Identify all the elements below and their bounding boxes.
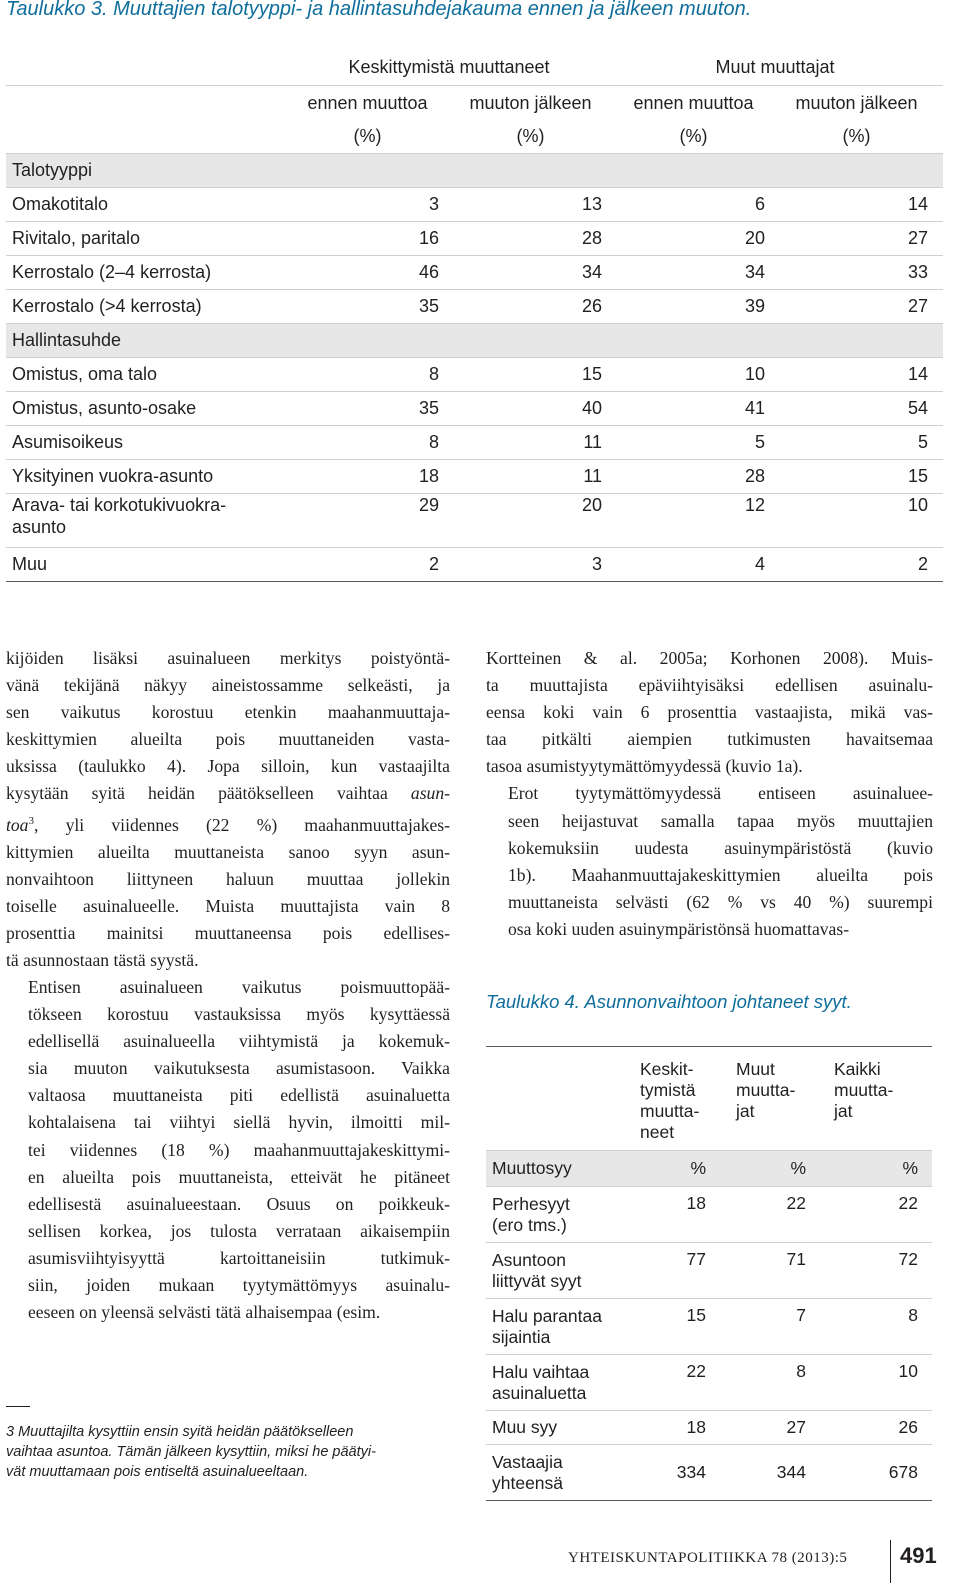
col-header-concentration (634, 1059, 730, 1143)
cell-value: 7 (796, 1305, 806, 1325)
row-label (6, 228, 286, 249)
row-label (486, 1250, 634, 1292)
paragraph (486, 645, 933, 780)
text-line: kokemuksiin uudesta asuinympäristöstä (kuvio (508, 837, 933, 858)
table-row (6, 548, 943, 582)
cell-value: 5 (754, 432, 765, 452)
cell-value: 46 (418, 262, 439, 282)
cell-value: 15 (581, 364, 602, 384)
text-line: kijöiden lisäksi asuinalueen merkitys poistyöntä- (6, 648, 450, 668)
cell-value: 10 (898, 1361, 918, 1381)
text-line: seen heijastuvat samalla tapaa myös muuttajien (508, 810, 933, 831)
row-label (486, 1362, 634, 1404)
cell-value: 2 (428, 554, 439, 574)
text-line: ta muuttajista epäviihtyisäksi edellisen asuinalu- (486, 675, 933, 696)
table4 (486, 1046, 932, 1501)
table3 (6, 50, 943, 582)
row-label (486, 1306, 634, 1348)
text-line: kysytään syitä heidän päätökselleen vaihtaa asun- (6, 783, 450, 804)
subheader: ennen muuttoa (633, 92, 754, 113)
text-line: sellisen korkea, jos tulosta verrataan aikaisempiin (28, 1220, 450, 1241)
row-label (6, 296, 286, 317)
table4-caption: Taulukko 4. Asunnonvaihtoon johtaneet syyt. (486, 991, 852, 1012)
text-line: tasoa asumistyytymättömyydessä (kuvio 1a). (486, 756, 803, 777)
row-label-line: Halu vaihtaa (492, 1361, 590, 1382)
table3-group-header-row (6, 50, 943, 86)
table3-section-row (6, 324, 943, 358)
unit-label: % (790, 1158, 806, 1178)
paragraph (6, 645, 450, 974)
text-line: taa pitkälti aiempien tutkimusten havaitsemaa (486, 729, 933, 750)
col-header-line: Muut (736, 1059, 775, 1079)
subheader: ennen muuttoa (307, 92, 428, 113)
text-line: en alueilta pois muuttaneista, etteivät he pitäneet (28, 1166, 450, 1187)
text-line: sen vaikutus korostuu etenkin maahanmuuttaja- (6, 702, 450, 723)
text-line: Kortteinen & al. 2005a; Korhonen 2008). Muis- (486, 648, 933, 668)
row-label-line: Arava- tai korkotukivuokra- (12, 495, 227, 515)
row-label-line: liittyvät syyt (492, 1270, 582, 1291)
cell-value: 16 (418, 228, 439, 248)
cell-value: 22 (786, 1193, 806, 1213)
row-label (6, 554, 286, 575)
cell-value: 3 (591, 554, 602, 574)
cell-value: 13 (581, 194, 602, 214)
section-title: Muuttosyy (492, 1158, 572, 1178)
footnote-line: vaihtaa asuntoa. Tämän jälkeen kysyttiin, miksi he päätyi- (6, 1444, 376, 1460)
row-label-line: Omistus, oma talo (12, 364, 158, 384)
table-row (6, 222, 943, 256)
table3-sub-header-row (6, 86, 943, 120)
text-line: vänä tekijänä näkyy aineistossamme selkeästi, ja (6, 675, 450, 696)
cell-value: 77 (686, 1249, 706, 1269)
cell-value: 28 (744, 466, 765, 486)
unit-label: (%) (353, 126, 382, 146)
subheader: muuton jälkeen (795, 92, 918, 113)
cell-value: 6 (754, 194, 765, 214)
table-row (6, 494, 943, 548)
paragraph (6, 974, 450, 1326)
cell-value: 10 (744, 364, 765, 384)
text-line: 1b). Maahanmuuttajakeskittymien alueilta pois (508, 864, 933, 885)
cell-value: 18 (686, 1193, 706, 1213)
col-header-line: Keskit- (640, 1059, 694, 1079)
text-line: toiselle asuinalueelle. Muista muuttajista vain 8 (6, 895, 450, 916)
cell-value: 11 (583, 432, 602, 452)
group-header-others: Muut muuttajat (715, 57, 835, 77)
unit-label: (%) (679, 126, 708, 146)
row-label (6, 398, 286, 419)
footer-divider (890, 1540, 891, 1583)
cell-value: 2 (917, 554, 928, 574)
cell-value: 40 (581, 398, 602, 418)
row-label-line: Vastaajia (492, 1451, 563, 1472)
table3-caption: Taulukko 3. Muuttajien talotyyppi- ja hallintasuhdejakauma ennen ja jälkeen muuton. (6, 0, 752, 20)
table-row (6, 358, 943, 392)
cell-value: 33 (907, 262, 928, 282)
text-line: tökseen korostuu vastauksissa myös kysyttäessä (28, 1004, 450, 1025)
cell-value: 15 (907, 466, 928, 486)
unit-label: (%) (516, 126, 545, 146)
col-header-line: neet (640, 1122, 675, 1142)
table3-units-row (6, 120, 943, 154)
table-row (486, 1445, 932, 1501)
text-line: Entisen asuinalueen vaikutus poismuuttopää- (28, 976, 450, 997)
text-line: nonvaihtoon liittyneen haluun muuttaa jollekin (6, 868, 450, 889)
row-label-line: Muu syy (492, 1417, 558, 1437)
left-text-column (6, 645, 450, 1326)
row-label-line: (ero tms.) (492, 1214, 567, 1235)
row-label (6, 466, 286, 487)
cell-value: 3 (428, 194, 439, 214)
row-label-line: Perhesyyt (492, 1193, 570, 1214)
text-line: eeseen on yleensä selvästi tätä alhaisempaa (esim. (28, 1302, 381, 1323)
cell-value: 4 (754, 554, 765, 574)
cell-value: 10 (907, 495, 928, 515)
cell-value: 334 (676, 1462, 706, 1482)
text-line: asumisviihtyisyyttä kartoittaneisiin tutkimuk- (28, 1247, 450, 1268)
text-line: kittymien alueilta muuttaneista sanoo syyn asun- (6, 841, 450, 862)
table-row (6, 256, 943, 290)
cell-value: 678 (888, 1462, 918, 1482)
text-line: uksissa (taulukko 4). Jopa silloin, kun vastaajilta (6, 756, 450, 777)
cell-value: 12 (744, 495, 765, 515)
cell-value: 18 (418, 466, 439, 486)
cell-value: 8 (908, 1305, 918, 1325)
cell-value: 344 (776, 1462, 806, 1482)
cell-value: 72 (898, 1249, 918, 1269)
row-label (6, 194, 286, 215)
row-label-line: Halu parantaa (492, 1305, 602, 1326)
footnote (6, 1422, 456, 1482)
cell-value: 27 (786, 1417, 806, 1437)
cell-value: 27 (907, 296, 928, 316)
col-header-others (730, 1059, 828, 1122)
text-line: tei viidennes (18 %) maahanmuuttajakeskittymi- (28, 1139, 450, 1160)
row-label (6, 494, 286, 538)
cell-value: 8 (428, 432, 439, 452)
row-label-line: Omakotitalo (12, 194, 109, 214)
cell-value: 5 (917, 432, 928, 452)
table-row (6, 392, 943, 426)
text-line: toa$^3$, yli viidennes (22 %) maahanmuuttajakes- (6, 814, 450, 835)
text-line: siin, joiden mukaan tyytymättömyys asuinalu- (28, 1275, 450, 1296)
table-row (486, 1243, 932, 1299)
cell-value: 14 (907, 194, 928, 214)
row-label-line: yhteensä (492, 1472, 564, 1493)
row-label-line: Yksityinen vuokra-asunto (12, 466, 214, 486)
text-line: Erot tyytymättömyydessä entiseen asuinaluee- (508, 783, 933, 804)
cell-value: 20 (744, 228, 765, 248)
col-header-line: muutta- (834, 1080, 894, 1100)
row-label-line: Rivitalo, paritalo (12, 228, 141, 248)
col-header-line: Kaikki (834, 1059, 881, 1079)
unit-label: (%) (842, 126, 871, 146)
running-footer: YHTEISKUNTAPOLITIIKKA 78 (2013):5 (568, 1550, 848, 1566)
cell-value: 41 (744, 398, 765, 418)
row-label (6, 364, 286, 385)
text-line: edellisestä asuinalueestaan. Osuus on poikkeuk- (28, 1193, 450, 1214)
row-label (486, 1452, 634, 1494)
row-label-line: sijaintia (492, 1326, 551, 1347)
row-label-line: Kerrostalo (>4 kerrosta) (12, 296, 202, 316)
row-label (6, 432, 286, 453)
cell-value: 39 (744, 296, 765, 316)
cell-value: 28 (581, 228, 602, 248)
cell-value: 14 (907, 364, 928, 384)
row-label-line: asuinaluetta (492, 1382, 587, 1403)
row-label-line: Kerrostalo (2–4 kerrosta) (12, 262, 212, 282)
text-line: sia muuton vaikutuksesta asumistasoon. Vaikka (28, 1058, 450, 1079)
cell-value: 15 (686, 1305, 706, 1325)
cell-value: 8 (428, 364, 439, 384)
paragraph (486, 780, 933, 943)
cell-value: 71 (786, 1249, 806, 1269)
text-line: valtaosa muuttaneista piti edellistä asuinaluetta (28, 1085, 450, 1106)
cell-value: 54 (907, 398, 928, 418)
row-label-line: asunto (12, 517, 67, 537)
footnote-line: vät muuttamaan pois entiseltä asuinalueeltaan. (6, 1464, 309, 1480)
table4-header-row (486, 1046, 932, 1151)
row-label (6, 262, 286, 283)
col-header-line: muutta- (640, 1101, 700, 1121)
right-text-column (486, 645, 933, 943)
section-title: Hallintasuhde (12, 330, 122, 350)
subheader: muuton jälkeen (469, 92, 592, 113)
col-header-line: muutta- (736, 1080, 796, 1100)
table-row (6, 290, 943, 324)
text-line: muuttaneista selvästi (62 % vs 40 %) suurempi (508, 891, 933, 912)
text-line: kohtalaisena tai viihtyi siellä hyvin, ilmoitti mil- (28, 1112, 450, 1133)
row-label (486, 1194, 634, 1236)
group-header-concentration: Keskittymistä muuttaneet (348, 57, 550, 77)
table-row (6, 188, 943, 222)
table-row (6, 460, 943, 494)
cell-value: 35 (418, 296, 439, 316)
cell-value: 22 (686, 1361, 706, 1381)
footnote-rule (6, 1406, 30, 1407)
unit-label: % (902, 1158, 918, 1178)
table3-section-row (6, 154, 943, 188)
text-line: tä asunnostaan tästä syystä. (6, 949, 199, 970)
cell-value: 18 (686, 1417, 706, 1437)
text-line: keskittymien alueilta pois muuttaneiden vasta- (6, 729, 450, 750)
cell-value: 35 (418, 398, 439, 418)
cell-value: 11 (583, 466, 602, 486)
col-header-all (828, 1059, 932, 1122)
row-label-line: Asuntoon (492, 1249, 566, 1270)
col-header-line: jat (736, 1101, 755, 1121)
cell-value: 20 (581, 495, 602, 515)
table-row (486, 1411, 932, 1445)
cell-value: 26 (581, 296, 602, 316)
text-line: prosenttia mainitsi muuttaneensa pois edellises- (6, 922, 450, 943)
cell-value: 26 (898, 1417, 918, 1437)
cell-value: 8 (796, 1361, 806, 1381)
cell-value: 34 (581, 262, 602, 282)
cell-value: 34 (744, 262, 765, 282)
row-label-line: Muu (12, 554, 48, 574)
text-line: edellisellä asuinalueella viihtymistä ja kokemuk- (28, 1031, 450, 1052)
text-line: eensa koki vain 6 prosenttia vastaajista, mikä vas- (486, 702, 933, 723)
table-row (486, 1299, 932, 1355)
col-header-line: tymistä (640, 1080, 696, 1100)
table-row (6, 426, 943, 460)
row-label-line: Asumisoikeus (12, 432, 124, 452)
section-title: Talotyyppi (12, 160, 93, 180)
cell-value: 27 (907, 228, 928, 248)
table-row (486, 1187, 932, 1243)
col-header-line: jat (834, 1101, 853, 1121)
cell-value: 29 (418, 495, 439, 515)
row-label-line: Omistus, asunto-osake (12, 398, 197, 418)
page-number: 491 (900, 1543, 937, 1568)
row-label (486, 1417, 634, 1438)
table-row (486, 1355, 932, 1411)
text-line: osa koki uuden asuinympäristönsä huomattavas- (508, 918, 850, 939)
footnote-line: 3 Muuttajilta kysyttiin ensin syitä heidän päätökselleen (6, 1424, 354, 1440)
cell-value: 22 (898, 1193, 918, 1213)
table4-section-row (486, 1151, 932, 1187)
unit-label: % (690, 1158, 706, 1178)
